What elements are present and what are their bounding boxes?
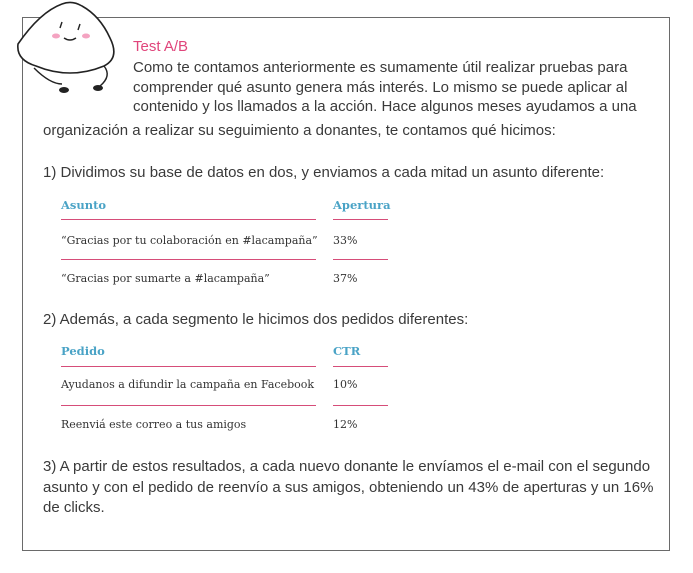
table-divider	[333, 259, 388, 260]
step-1-text: 1) Dividimos su base de datos en dos, y enviamos a cada mitad un asunto diferente:	[43, 164, 605, 181]
table-2-row-2-label: Reenviá este correo a tus amigos	[61, 418, 247, 431]
table-divider	[61, 405, 316, 406]
table-1-row-2-value: 37%	[333, 272, 358, 285]
table-1-row-1-value: 33%	[333, 234, 358, 247]
step-3-line: de clicks.	[43, 499, 105, 516]
step-3-line: 3) A partir de estos resultados, a cada nuevo donante le envíamos el e-mail con el segundo	[43, 458, 651, 475]
table-divider	[61, 219, 316, 220]
table-1-header-apertura: Apertura	[333, 198, 391, 212]
table-divider	[333, 366, 388, 367]
table-2-row-1-label: Ayudanos a difundir la campaña en Facebook	[61, 378, 315, 391]
table-2-row-1-value: 10%	[333, 378, 358, 391]
table-1-header-asunto: Asunto	[61, 198, 107, 212]
table-2-header-ctr: CTR	[333, 344, 361, 358]
table-2-row-2-value: 12%	[333, 418, 358, 431]
onigiri-mascot-icon	[0, 0, 130, 110]
section-title: Test A/B	[133, 38, 189, 55]
table-divider	[61, 366, 316, 367]
intro-paragraph	[133, 58, 653, 117]
table-divider	[61, 259, 316, 260]
step-2-text: 2) Además, a cada segmento le hicimos dos pedidos diferentes:	[43, 311, 469, 328]
table-divider	[333, 405, 388, 406]
table-1-row-1-label: “Gracias por tu colaboración en #lacampaña”	[61, 234, 318, 247]
table-1-row-2-label: “Gracias por sumarte a #lacampaña”	[61, 272, 270, 285]
step-3-line: asunto y con el pedido de reenvío a sus amigos, obteniendo un 43% de aperturas y un 16%	[43, 478, 654, 496]
intro-line: Como te contamos anteriormente es sumamente útil realizar pruebas para	[133, 59, 628, 76]
table-2-header-pedido: Pedido	[61, 344, 105, 358]
intro-line: contenido y los llamados a la acción. Hace algunos meses ayudamos a una	[133, 98, 637, 115]
table-divider	[333, 219, 388, 220]
intro-line: comprender qué asunto genera más interés. Lo mismo se puede aplicar al	[133, 78, 628, 96]
step-3-paragraph	[43, 457, 658, 519]
intro-line: organización a realizar su seguimiento a donantes, te contamos qué hicimos:	[43, 122, 556, 139]
